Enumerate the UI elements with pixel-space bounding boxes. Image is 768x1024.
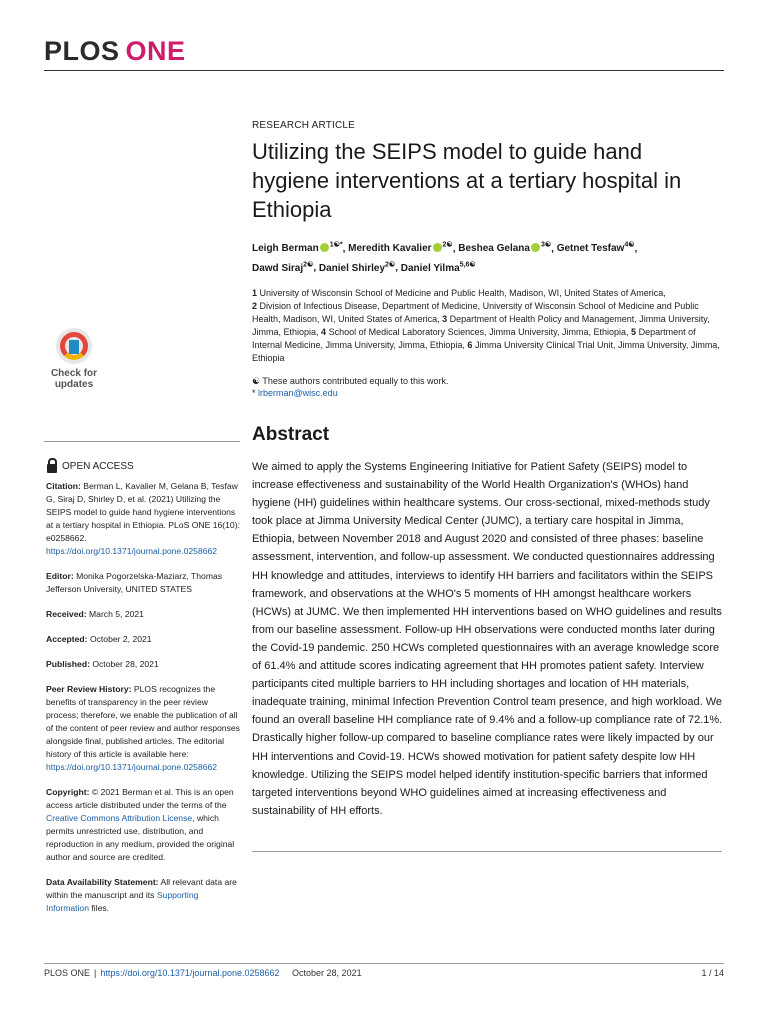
- header-divider: [44, 70, 724, 71]
- check-for-updates-badge[interactable]: [44, 326, 104, 396]
- article-type: RESEARCH ARTICLE: [252, 120, 356, 131]
- received-date: Received: March 5, 2021: [46, 609, 144, 619]
- affiliations: 1 University of Wisconsin School of Medicine and Public Health, Madison, WI, United States of America, 2 Division of Infectious Disease, Department of Medicine, University of Wisconsin School of Medicine and Public Health, Madison, WI, United States of America, 3 Department of Health Policy and Management, Jimma University, Jimma, Ethiopia, 4 School of Medical Laboratory Sciences, Jimma University, Jimma, Ethiopia, 5 Department of Internal Medicine, Jimma University, Jimma, Ethiopia, 6 Jimma University Clinical Trial Unit, Jimma University, Jimma, Ethiopia: [252, 287, 720, 363]
- published-date: Published: October 28, 2021: [46, 659, 159, 669]
- abstract-heading: Abstract: [252, 424, 330, 445]
- footer-journal: PLOS ONE: [44, 968, 91, 978]
- orcid-icon[interactable]: [320, 243, 329, 252]
- author-list: Leigh Berman $^{1☯*}$, Meredith Kavalier $^{2☯}$, Beshea Gelana $^{3☯}$, Getnet Tesfaw$^{4☯}$, Dawd Siraj$^{2☯}$, Daniel Shirley$^{2☯}$, Daniel Yilma$^{5,6☯}$: [252, 242, 638, 274]
- author[interactable]: Getnet Tesfaw$^{4☯}$: [556, 242, 635, 255]
- author[interactable]: Beshea Gelana $^{3☯}$: [458, 242, 552, 255]
- page-number: 1 / 14: [701, 968, 724, 978]
- abstract-text: We aimed to apply the Systems Engineering Initiative for Patient Safety (SEIPS) model to increase effectiveness and sustainability of the World Health Organization's (WHOs) hand hygiene (HH) guidelines within healthcare systems. Our cross-sectional, mixed-methods study took place at Jimma University Medical Center (JUMC), a tertiary care hospital in Jimma, Ethiopia, between November 2018 and August 2020 and consisted of three phases: baseline assessment, intervention, and follow-up assessment. We conducted questionnaires addressing HH knowledge and attitudes, interviews to identify HH barriers and facilitators within the SEIPS framework, and observations at the WHO's 5 moments of HH amongst healthcare workers (HCWs) at JUMC. We then implemented HH interventions based on WHO guidelines and results from our baseline assessment. Follow-up HH observations were conducted months later during the Covid-19 pandemic. 250 HCWs completed questionnaires with an average knowledge score of 61.4% and attitude scores indicating agreement that HH promotes patient safety. Interview participants cited multiple barriers to HH including shortages and location of HH materials, inadequate training, minimal Infection Prevention Control team presence, and high workload. We found an overall baseline HH compliance rate of 9.4% and a follow-up compliance rate of 72.1%. Drastically higher follow-up compared to baseline compliance rates were likely impacted by our HH interventions and Covid-19. HCWs showed motivation for patient safety despite low HH knowledge. Utilizing the SEIPS model helped identify institution-specific barriers that informed targeted interventions beyond WHO guidelines aimed at increasing effectiveness and sustainability of HH efforts.: [252, 461, 723, 817]
- equal-contribution-note: ☯ These authors contributed equally to this work.: [252, 375, 449, 386]
- badge-label: Check for updates: [50, 368, 98, 390]
- journal-logo: [44, 38, 186, 65]
- logo-plos: PLOS: [44, 36, 120, 66]
- accepted-date: Accepted: October 2, 2021: [46, 634, 152, 644]
- license-link[interactable]: Creative Commons Attribution License: [46, 813, 193, 823]
- author[interactable]: Leigh Berman $^{1☯*}$: [252, 242, 343, 255]
- abstract-divider: [252, 851, 722, 852]
- article-header: [252, 120, 722, 399]
- peer-review-history: Peer Review History: PLOS recognizes the benefits of transparency in the peer review process; therefore, we enable the publication of all of the content of peer review and author responses alongside final, published articles. The editorial history of this article is available here: https://doi.org/10.1371/journal.pone.0258662: [46, 684, 240, 772]
- author-notes: ☯ These authors contributed equally to this work. * lrberman@wisc.edu: [252, 375, 722, 399]
- footer-divider: [44, 963, 724, 964]
- orcid-icon[interactable]: [433, 243, 442, 252]
- article-sidebar: [46, 458, 242, 927]
- editor: Editor: Monika Pogorzelska-Maziarz, Thomas Jefferson University, UNITED STATES: [46, 571, 223, 594]
- author[interactable]: Daniel Yilma$^{5,6☯}$: [400, 261, 476, 274]
- logo-one: ONE: [125, 36, 186, 66]
- data-availability: Data Availability Statement: All relevant data are within the manuscript and its Supporting Information files.: [46, 877, 237, 913]
- citation-doi-link[interactable]: https://doi.org/10.1371/journal.pone.0258662: [46, 546, 218, 556]
- open-lock-icon: [46, 458, 58, 474]
- open-access-label: OPEN ACCESS: [46, 458, 242, 474]
- check-for-updates-icon: [56, 328, 92, 364]
- author[interactable]: Daniel Shirley$^{2☯}$: [318, 261, 396, 274]
- footer-doi-link[interactable]: https://doi.org/10.1371/journal.pone.0258662: [100, 968, 280, 978]
- article-title: Utilizing the SEIPS model to guide hand hygiene interventions at a tertiary hospital in Ethiopia: [252, 139, 682, 222]
- corresponding-email-link[interactable]: lrberman@wisc.edu: [258, 387, 338, 398]
- copyright: Copyright: © 2021 Berman et al. This is an open access article distributed under the terms of the Creative Commons Attribution License, which permits unrestricted use, distribution, and reproduction in any medium, provided the original author and source are credited.: [46, 787, 235, 862]
- orcid-icon[interactable]: [531, 243, 540, 252]
- peer-review-link[interactable]: https://doi.org/10.1371/journal.pone.0258662: [46, 762, 218, 772]
- page-footer: PLOS ONE | https://doi.org/10.1371/journal.pone.0258662 October 28, 2021 1 / 14: [44, 968, 724, 978]
- citation: Citation: Berman L, Kavalier M, Gelana B, Tesfaw G, Siraj D, Shirley D, et al. (2021) Utilizing the SEIPS model to guide hand hygiene interventions at a tertiary hospital in Ethiopia. PLoS ONE 16(10): e0258662. https://doi.org/10.1371/journal.pone.0258662: [46, 481, 240, 556]
- supporting-information-link[interactable]: Supporting Information: [46, 890, 199, 913]
- author[interactable]: Meredith Kavalier $^{2☯}$: [348, 242, 453, 255]
- author[interactable]: Dawd Siraj$^{2☯}$: [252, 261, 314, 274]
- footer-date: October 28, 2021: [292, 968, 362, 978]
- sidebar-divider: [44, 441, 240, 442]
